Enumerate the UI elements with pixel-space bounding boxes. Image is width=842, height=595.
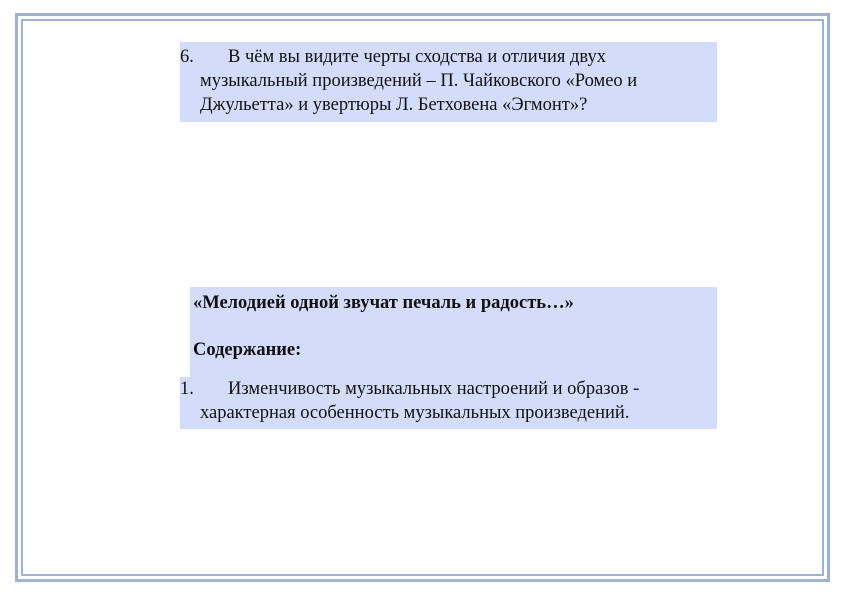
list-item-number: 1. — [180, 379, 194, 399]
question-block — [180, 42, 717, 122]
list-item — [180, 377, 717, 425]
question-item — [180, 45, 717, 117]
content-label: Содержание: — [193, 340, 302, 360]
question-text: В чём вы видите черты сходства и отличия двух музыкальный произведений – П. Чайковского «Ромео и Джульетта» и увертюры Л. Бетховена «Эгмонт»? — [200, 47, 638, 115]
list-item-text: Изменчивость музыкальных настроений и образов - характерная особенность музыкальных произведений. — [200, 379, 640, 423]
question-number: 6. — [180, 47, 194, 67]
spacer — [193, 315, 717, 338]
content-list — [180, 377, 717, 429]
theme-title: «Мелодией одной звучат печаль и радость…» — [193, 293, 574, 313]
theme-block — [190, 287, 717, 377]
